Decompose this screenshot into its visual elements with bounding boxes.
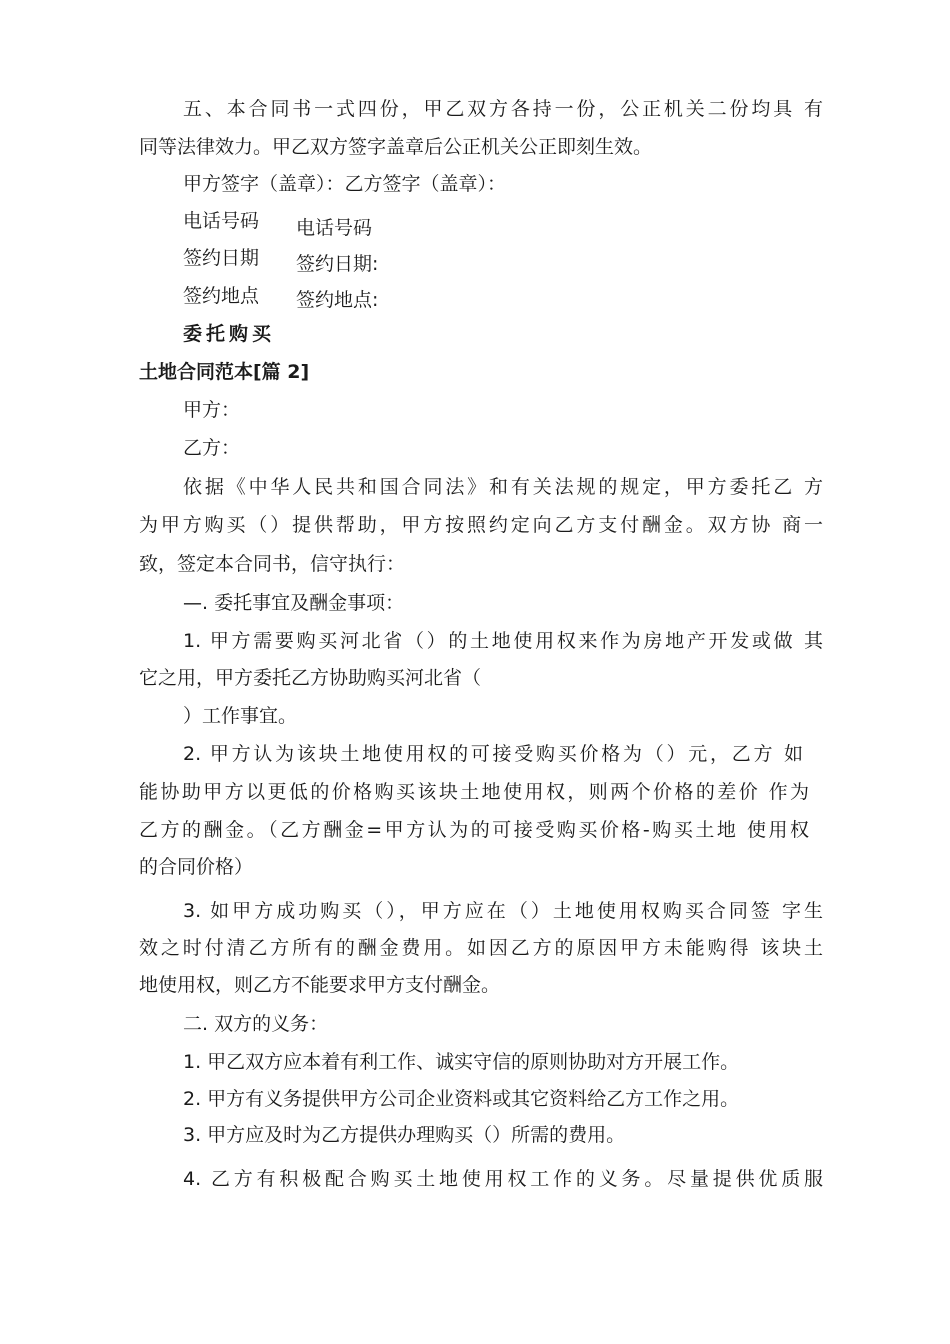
- place-label-b: 签约地点:: [296, 289, 379, 311]
- intro-line-3: 致，签定本合同书，信守执行：: [139, 553, 406, 575]
- item-2-1: 1. 甲乙双方应本着有利工作、诚实守信的原则协助对方开展工作。: [183, 1051, 740, 1073]
- item-1-2-line-4: 的合同价格）: [139, 856, 254, 878]
- item-2-3: 3. 甲方应及时为乙方提供办理购买（）所需的费用。: [183, 1124, 626, 1146]
- phone-label-b: 电话号码: [296, 217, 373, 239]
- item-1-3-line-3: 地使用权，则乙方不能要求甲方支付酬金。: [139, 974, 501, 996]
- date-label-a: 签约日期: [183, 247, 260, 269]
- place-label-a: 签约地点: [183, 285, 260, 307]
- section-title-line-2: 土地合同范本[篇 2]: [139, 361, 310, 383]
- item-1-3-line-2: 效之时付清乙方所有的酬金费用。如因乙方的原因甲方未能购得 该块土: [139, 937, 823, 959]
- item-1-1-line-2: 它之用，甲方委托乙方协助购买河北省（: [139, 667, 482, 689]
- item-2-4: 4. 乙方有积极配合购买土地使用权工作的义务。尽量提供优质服: [183, 1168, 823, 1190]
- date-label-b: 签约日期:: [296, 253, 379, 275]
- phone-label-a: 电话号码: [183, 210, 260, 232]
- clause-5-line-2: 同等法律效力。甲乙双方签字盖章后公正机关公正即刻生效。: [139, 136, 653, 158]
- signature-line: 甲方签字（盖章）：乙方签字（盖章）：: [183, 173, 507, 195]
- item-1-1-line-1: 1. 甲方需要购买河北省（）的土地使用权来作为房地产开发或做 其: [183, 630, 823, 652]
- intro-line-1: 依据《中华人民共和国合同法》和有关法规的规定，甲方委托乙 方: [183, 476, 823, 498]
- item-1-1-line-3: ）工作事宜。: [183, 705, 298, 727]
- item-1-2-line-3: 乙方的酬金。（乙方酬金=甲方认为的可接受购买价格-购买土地 使用权: [139, 819, 809, 841]
- section-1-heading: —. 委托事宜及酬金事项：: [183, 592, 405, 614]
- section-title-line-1: 委托购买: [183, 323, 276, 345]
- clause-5-line-1: 五、本合同书一式四份，甲乙双方各持一份，公正机关二份均具 有: [183, 98, 823, 120]
- party-b-label: 乙方：: [183, 437, 241, 459]
- section-2-heading: 二. 双方的义务：: [183, 1013, 329, 1035]
- party-a-label: 甲方：: [183, 399, 241, 421]
- item-1-2-line-2: 能协助甲方以更低的价格购买该块土地使用权，则两个价格的差价 作为: [139, 781, 809, 803]
- item-1-2-line-1: 2. 甲方认为该块土地使用权的可接受购买价格为（）元，乙方 如: [183, 743, 803, 765]
- intro-line-2: 为甲方购买（）提供帮助，甲方按照约定向乙方支付酬金。双方协 商一: [139, 514, 823, 536]
- item-1-3-line-1: 3. 如甲方成功购买（），甲方应在（）土地使用权购买合同签 字生: [183, 900, 823, 922]
- item-2-2: 2. 甲方有义务提供甲方公司企业资料或其它资料给乙方工作之用。: [183, 1088, 740, 1110]
